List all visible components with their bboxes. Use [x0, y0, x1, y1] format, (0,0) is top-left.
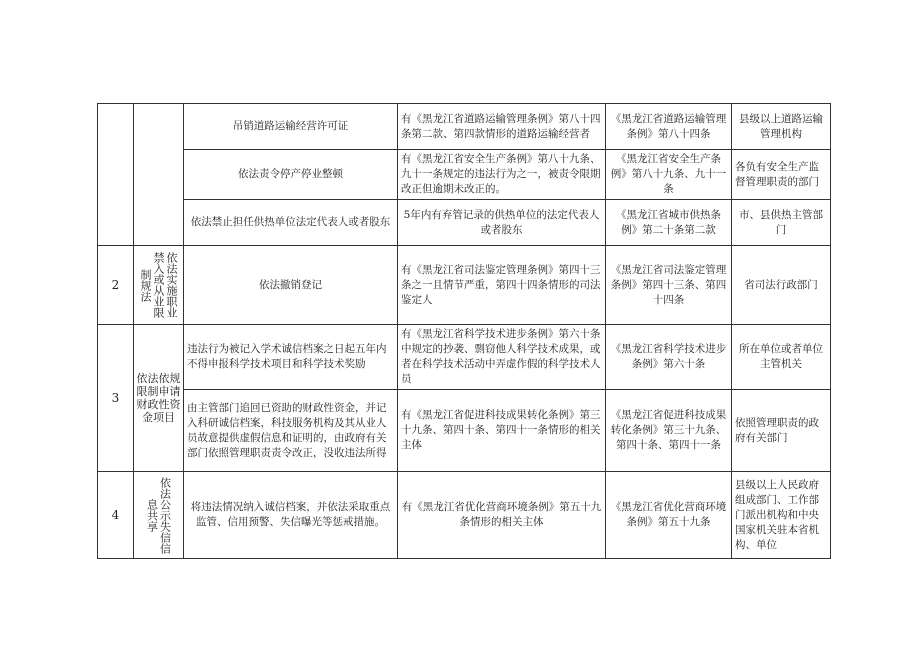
- org-cell: 县级以上道路运输管理机构: [732, 104, 831, 150]
- org-cell: 各负有安全生产监督管理职责的部门: [732, 150, 831, 200]
- category-cell: [134, 246, 184, 325]
- category-cell: 依法依规限制申请财政性资金项目: [134, 325, 184, 472]
- org-cell: 所在单位或者单位主管机关: [732, 325, 831, 390]
- row-number: 2: [98, 246, 134, 325]
- table-row: [98, 104, 831, 150]
- measure-cell: 将违法情况纳入诚信档案，并依法采取重点监管、信用预警、失信曝光等惩戒措施。: [184, 472, 398, 559]
- document-page: [97, 103, 830, 559]
- measure-cell: 由主管部门追回已资助的财政性资金，并记入科研诚信档案，科技服务机构及其从业人员故意提供虚假信息和证明的，由政府有关部门依照管理职责责令改正，没收违法所得: [184, 390, 398, 472]
- measure-cell: 依法禁止担任供热单位法定代表人或者股东: [184, 200, 398, 246]
- row-number: [98, 104, 134, 246]
- law-cell: 《黑龙江省科学技术进步条例》第六十条: [606, 325, 732, 390]
- row-number: 3: [98, 325, 134, 472]
- law-cell: 《黑龙江省道路运输管理条例》第八十四条: [606, 104, 732, 150]
- category-text: 依法公示失信信息共享: [145, 476, 172, 554]
- table-row: [98, 325, 831, 390]
- basis-cell: 有《黑龙江省安全生产条例》第八十九条、九十一条规定的违法行为之一，被责令限期改正但逾期未改正的。: [398, 150, 606, 200]
- law-cell: 《黑龙江省城市供热条例》第二十条第二款: [606, 200, 732, 246]
- law-cell: 《黑龙江省安全生产条例》第八十九条、九十一条: [606, 150, 732, 200]
- basis-cell: 有《黑龙江省优化营商环境条例》第五十九条情形的相关主体: [398, 472, 606, 559]
- table-row: [98, 246, 831, 325]
- category-cell: [134, 472, 184, 559]
- measure-cell: 依法撤销登记: [184, 246, 398, 325]
- category-text: 依法实施职业禁入或从业限制规法: [139, 252, 178, 318]
- measure-cell: 吊销道路运输经营许可证: [184, 104, 398, 150]
- org-cell: 省司法行政部门: [732, 246, 831, 325]
- law-cell: 《黑龙江省促进科技成果转化条例》第三十九条、第四十条、第四十一条: [606, 390, 732, 472]
- table-row: [98, 150, 831, 200]
- basis-cell: 有《黑龙江省促进科技成果转化条例》第三十九条、第四十条、第四十一条情形的相关主体: [398, 390, 606, 472]
- basis-cell: 有《黑龙江省道路运输管理条例》第八十四条第二款、第四款情形的道路运输经营者: [398, 104, 606, 150]
- table-row: [98, 472, 831, 559]
- table-row: [98, 200, 831, 246]
- basis-cell: 5年内有弃管记录的供热单位的法定代表人或者股东: [398, 200, 606, 246]
- measure-cell: 依法责令停产停业整顿: [184, 150, 398, 200]
- category-cell: [134, 104, 184, 246]
- credit-measures-table: [97, 103, 831, 559]
- org-cell: 县级以上人民政府组成部门、工作部门派出机构和中央国家机关驻本省机构、单位: [732, 472, 831, 559]
- measure-cell: 违法行为被记入学术诚信档案之日起五年内不得申报科学技术项目和科学技术奖励: [184, 325, 398, 390]
- table-row: [98, 390, 831, 472]
- row-number: 4: [98, 472, 134, 559]
- basis-cell: 有《黑龙江省科学技术进步条例》第六十条中规定的抄袭、剽窃他人科学技术成果，或者在科学技术活动中弄虚作假的科学技术人员: [398, 325, 606, 390]
- org-cell: 依照管理职责的政府有关部门: [732, 390, 831, 472]
- law-cell: 《黑龙江省司法鉴定管理条例》第四十三条、第四十四条: [606, 246, 732, 325]
- basis-cell: 有《黑龙江省司法鉴定管理条例》第四十三条之一且情节严重，第四十四条情形的司法鉴定人: [398, 246, 606, 325]
- law-cell: 《黑龙江省优化营商环境条例》第五十九条: [606, 472, 732, 559]
- org-cell: 市、县供热主管部门: [732, 200, 831, 246]
